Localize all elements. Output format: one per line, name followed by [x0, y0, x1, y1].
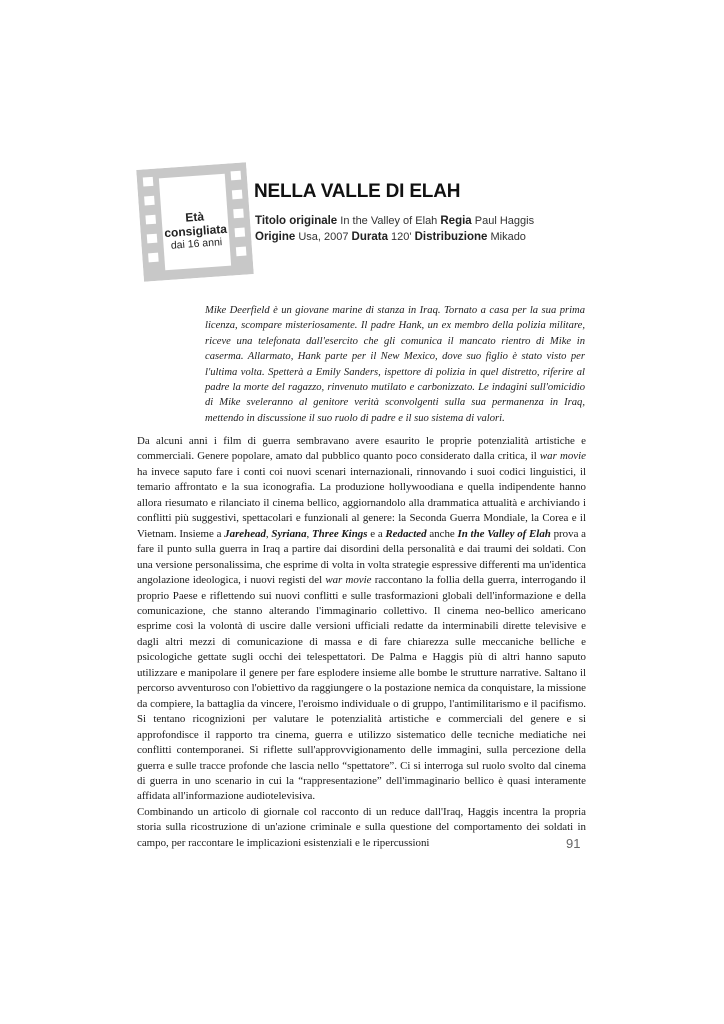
origin-value: Usa, 2007 — [298, 231, 349, 243]
origin-label: Origine — [255, 231, 296, 243]
distribution-label: Distribuzione — [414, 231, 488, 243]
age-label-line2: consigliata — [163, 221, 228, 241]
page-number: 91 — [566, 836, 581, 851]
synopsis: Mike Deerfield è un giovane marine di stanza in Iraq. Tornato a casa per la sua prima licenza, scompare misteriosamente. Il padre Hank, un ex membro della polizia militare, riceve una telefonata dall'esercito che gli comunica il mancato rientro di Mike in caserma. Allarmato, Hank parte per il New Mexico, dove suo figlio è stato visto per l'ultima volta. Spetterà a Emily Sanders, ispettore di polizia in quel distretto, riferire al padre la morte del ragazzo, rinvenuto mutilato e carbonizzato. Le indagini sull'omicidio di Mike sveleranno al genitore verità sconvolgenti sulla sua permanenza in Iraq, mettendo in discussione il suo ruolo di padre e il suo sistema di valori. — [205, 305, 585, 424]
film-frame-rating-badge — [136, 162, 254, 281]
film-reference: Syriana — [271, 527, 307, 540]
body-text: Da alcuni anni i film di guerra sembravano avere esaurito le proprie potenzialità artistiche e commerciali. Genere popolare, amato dal pubblico quanto poco considerato dalla critica, il — [137, 435, 586, 463]
film-reference: Jarehead — [224, 527, 266, 540]
film-reference: In the Valley of Elah — [457, 527, 551, 540]
film-credits — [255, 213, 575, 245]
body-italic-term: war movie — [539, 450, 586, 463]
original-title-value: In the Valley of Elah — [340, 215, 438, 227]
director-value: Paul Haggis — [474, 215, 535, 227]
credits-line-1 — [255, 213, 575, 229]
body-text: , — [306, 527, 313, 540]
body-paragraph-2: Combinando un articolo di giornale col racconto di un reduce dall'Iraq, Haggis incentra la propria storia sulla ricostruzione di un'azione criminale e sulla questione del comportamento dei soldati in campo, per raccontare le implicazioni esistenziali e le ripercussioni — [137, 805, 586, 849]
distribution-value: Mikado — [490, 231, 526, 243]
original-title-label: Titolo originale — [255, 215, 338, 227]
duration-label: Durata — [351, 231, 388, 243]
body-text: e a — [367, 527, 386, 540]
film-title: NELLA VALLE DI ELAH — [254, 181, 461, 202]
age-value: dai 16 anni — [170, 236, 223, 252]
body-italic-term: war movie — [325, 574, 372, 587]
age-rating — [139, 206, 252, 255]
body-text: raccontano la follia della guerra, interrogando il proprio Paese e riflettendo sui nuovi conflitti e sulle trasformazioni globali dell'informazione e della comunicazione, che stanno alterando l'immaginario collettivo. Il cinema neo-bellico americano esprime così la volontà di uscire dalle versioni ufficiali redatte da interminabili dirette televisive e dagli altri mezzi di comunicazione di massa e di fare chiarezza sulle meccaniche belliche e psicologiche gettate sugli occhi dei telespettatori. De Palma e Haggis più di altri hanno saputo utilizzare e manipolare il genere per fare esplodere insieme alle bombe le strutture narrative. Saltano il percorso avventuroso con l'obiettivo da raggiungere o la postazione nemica da conquistare, la missione da compiere, la battaglia da vincere, l'eroismo individuale o di gruppo, l'antimilitarismo e il pacifismo. Si tentano ricognizioni per valutare le potenzialità artistiche e commerciali del genere e si approfondisce il rapporto tra cinema, guerra e utilizzo sistematico delle tecniche mediatiche nei conflitti contemporanei. Si riflette sull'approvvigionamento delle immagini, sulla percezione della guerra e sulle tracce profonde che lascia nello “spettatore”. Ci si interroga sul ruolo svolto dal cinema di guerra in uno scenario in cui la “rappresentazione” dell'immaginario bellico è quasi interamente affidata all'informazione audiotelevisiva. — [137, 574, 586, 803]
director-label: Regia — [440, 215, 472, 227]
body-text: anche — [426, 527, 458, 540]
age-label-line1: Età — [184, 209, 205, 225]
body-paragraph-1 — [137, 434, 586, 805]
credits-line-2 — [255, 229, 575, 245]
duration-value: 120' — [391, 231, 412, 243]
article-body — [137, 434, 586, 851]
body-text: ha invece saputo fare i conti coi nuovi scenari internazionali, rinnovando i suoi codici linguistici, il temario affrontato e la sua iconografia. La produzione hollywoodiana e quella indipendente hanno allora riesumato e rilanciato il cinema bellico, aggiornandolo alla drammatica attualità e archiviando i conflitti più suggestivi, spettacolari e funzionali al genere: la Seconda Guerra Mondiale, la Corea e il Vietnam. Insieme a — [137, 465, 586, 540]
film-reference: Three Kings — [312, 527, 368, 540]
film-reference: Redacted — [385, 527, 427, 540]
body-text: prova a fare il punto sulla guerra in Iraq a partire dai disordini della personalità e dai traumi dei soldati. Con una versione personalissima, che esprime di volta in volta strategie espressive differenti ma un'identica angolazione ideologica, i nuovi registi del — [137, 527, 587, 587]
body-text: , — [265, 527, 272, 540]
